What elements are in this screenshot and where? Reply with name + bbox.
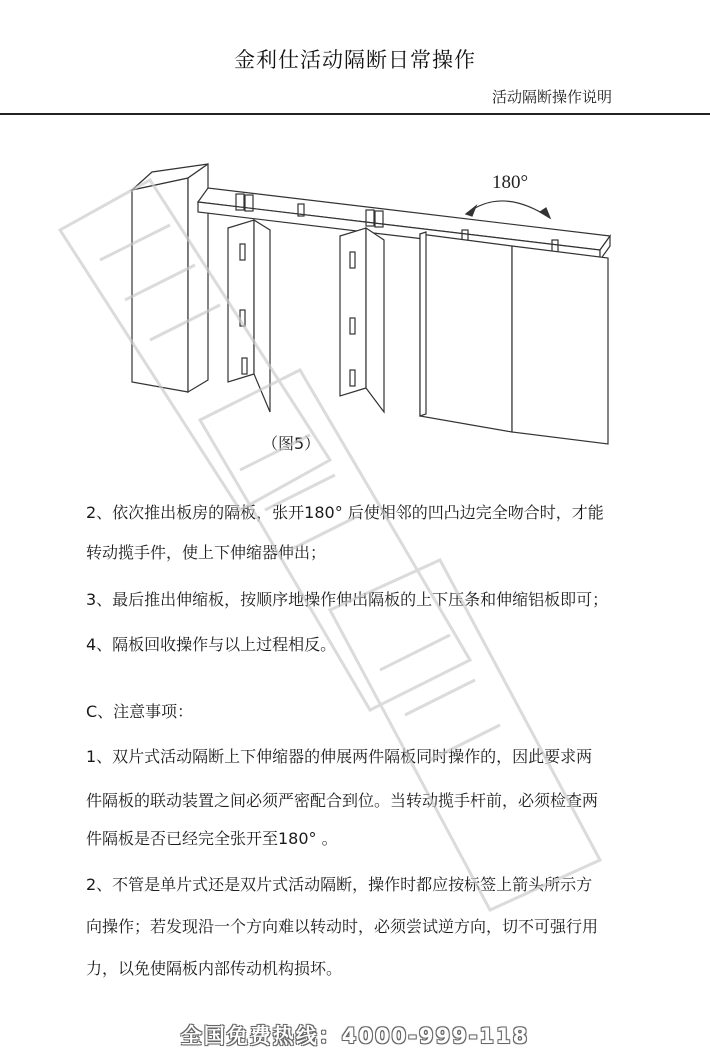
hotline-banner: 全国免费热线：4000-999-118 [180, 1024, 530, 1048]
section-heading: C、注意事项： [86, 702, 194, 721]
paragraph-line: 2、不管是单片式还是双片式活动隔断，操作时都应按标签上箭头所示方 [86, 875, 593, 894]
paragraph-line: 2、依次推出板房的隔板，张开180° 后使相邻的凹凸边完全吻合时，才能 [86, 503, 604, 522]
paragraph-line: 向操作；若发现沿一个方向难以转动时，必须尝试逆方向，切不可强行用 [86, 917, 599, 936]
angle-label: 180° [492, 172, 529, 193]
paragraph-line: 件隔板是否已经完全张开至180° 。 [86, 829, 338, 848]
header-divider [0, 113, 710, 115]
paragraph-line: 件隔板的联动装置之间必须严密配合到位。当转动揽手杆前，必须检查两 [86, 791, 599, 810]
paragraph-line: 力，以免使隔板内部传动机构损坏。 [86, 959, 343, 978]
partition-diagram [120, 150, 620, 450]
paragraph-line: 3、最后推出伸缩板，按顺序地操作伸出隔板的上下压条和伸缩铝板即可； [86, 590, 609, 609]
figure-caption: （图5） [262, 434, 321, 453]
paragraph-line: 1、双片式活动隔断上下伸缩器的伸展两件隔板同时操作的，因此要求两 [86, 747, 593, 766]
page-subtitle: 活动隔断操作说明 [492, 88, 613, 106]
paragraph-line: 转动揽手件，使上下伸缩器伸出； [86, 543, 327, 562]
page-title: 金利仕活动隔断日常操作 [234, 48, 476, 72]
paragraph-line: 4、隔板回收操作与以上过程相反。 [86, 635, 337, 654]
